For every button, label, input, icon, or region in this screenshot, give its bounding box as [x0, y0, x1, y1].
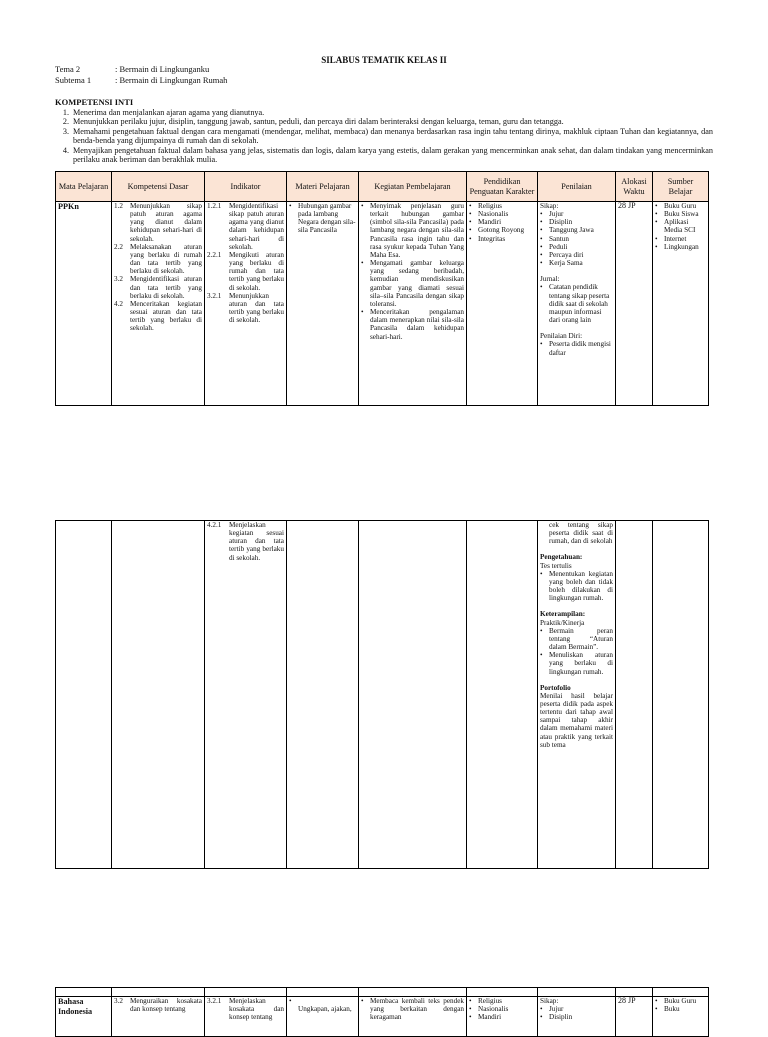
- kd-cell: [112, 202, 205, 406]
- bullet-icon: •: [540, 226, 543, 235]
- kd-cell: [112, 997, 205, 1037]
- kegiatan-item: Menyimak penjelasan guru terkait hubungan gambar (simbol sila-sila Pancasila) pada lambang negara dengan sila-sila Pancasila rasa ingin tahu dan rasa syukur kepada Tuhan Yang Maha Esa.: [370, 202, 464, 259]
- sumber-item: Aplikasi Media SCI: [664, 218, 696, 235]
- kegiatan-item: Menceritakan pengalaman dalam menerapkan nilai sila-sila Pancasila dalam kehidupan sehari-hari.: [370, 308, 464, 341]
- ki-heading: KOMPETENSI INTI: [55, 97, 134, 107]
- indikator-item: 2.2.1 Mengikuti aturan yang berlaku di rumah dan tata tertib yang berlaku di sekolah.: [207, 250, 284, 292]
- penilaian-diri-continued: cek tentang sikap peserta didik saat di rumah, dan di sekolah: [549, 521, 613, 546]
- sumber-item: Buku Guru: [664, 202, 697, 210]
- bullet-icon: •: [655, 242, 658, 251]
- sikap-item: Peduli: [549, 242, 568, 251]
- sumber-cell: [653, 202, 709, 406]
- karakter-item: Mandiri: [478, 1013, 502, 1022]
- karakter-item: Gotong Royong: [478, 226, 525, 235]
- materi-cell: [287, 202, 359, 406]
- bullet-icon: •: [540, 234, 543, 243]
- kegiatan-cell: [359, 202, 467, 406]
- sumber-item: Buku: [664, 1005, 680, 1014]
- sumber-item: Internet: [664, 234, 687, 243]
- header-mata-pelajaran: Mata Pelajaran: [56, 172, 112, 202]
- bullet-icon: •: [540, 1005, 543, 1014]
- kd-item: 1.2 Menunjukkan sikap patuh aturan agama yang dianut dalam kehidupan sehari-hari di sekolah.: [114, 202, 202, 243]
- praktik-item: Bermain peran tentang “Aturan dalam Bermain”.: [549, 626, 613, 652]
- kd-item: 3.2 Menguraikan kosakata dan konsep tentang: [114, 997, 202, 1014]
- sikap-item: Disiplin: [549, 1013, 573, 1022]
- bullet-icon: •: [540, 1013, 543, 1022]
- materi-text: Hubungan gambar pada lambang Negara dengan sila-sila Pancasila: [298, 202, 356, 235]
- alokasi-value: 28 JP: [618, 996, 636, 1005]
- karakter-item: Nasionalis: [478, 1005, 509, 1014]
- bullet-icon: •: [469, 1005, 472, 1014]
- portofolio-text: Menilai hasil belajar peserta didik pada aspek tertentu dari tahap awal sampai tahap akhir dalam memahami materi atau praktik yang terkait sub tema: [540, 691, 613, 749]
- alokasi-value: 28 JP: [618, 201, 636, 210]
- ki-item: 4. Menyajikan pengetahuan faktual dalam bahasa yang jelas, sistematis dan logis, dalam karya yang estetis, dalam gerakan yang mencerminkan anak sehat, dan dalam tindakan yang mencerminkan perilaku anak beriman dan berakhlak mulia.: [62, 145, 713, 165]
- document-title: SILABUS TEMATIK KELAS II: [321, 55, 447, 65]
- sikap-item: Disiplin: [549, 218, 573, 227]
- header-indikator: Indikator: [205, 172, 287, 202]
- karakter-cell: [467, 997, 538, 1037]
- indikator-item: 4.2.1 Menjelaskan kegiatan sesuai aturan dan tata tertib yang berlaku di sekolah.: [207, 521, 284, 562]
- sumber-item: Lingkungan: [664, 242, 699, 251]
- tema-line: [55, 64, 209, 75]
- karakter-item: Nasionalis: [478, 210, 509, 219]
- indikator-cell: [205, 202, 287, 406]
- table-row-ppkn: [56, 202, 709, 406]
- karakter-item: Religius: [478, 997, 502, 1005]
- bullet-icon: •: [540, 218, 543, 227]
- sikap-item: Jujur: [549, 210, 564, 219]
- bullet-icon: •: [469, 997, 472, 1005]
- bullet-icon: •: [361, 997, 364, 1005]
- penilaian-diri-text: Peserta didik mengisi daftar: [549, 340, 611, 357]
- bullet-icon: •: [540, 626, 543, 635]
- bullet-icon: •: [469, 234, 472, 243]
- header-alokasi: Alokasi Waktu: [616, 172, 653, 202]
- pengetahuan-label: Pengetahuan:: [540, 553, 583, 562]
- header-row: [56, 172, 709, 202]
- jurnal-text: Catatan pendidik tentang sikap peserta didik saat di sekolah maupun informasi dari orang lain: [549, 283, 610, 325]
- subtema-key: Subtema 1: [55, 75, 92, 85]
- tes-item: Menentukan kegiatan yang boleh dan tidak boleh dilakukan di lingkungan rumah.: [549, 569, 613, 603]
- sikap-label: Sikap:: [540, 997, 559, 1005]
- kd-item: 2.2 Melaksanakan aturan yang berlaku di rumah dan tata tertib yang berlaku di sekolah.: [114, 242, 202, 276]
- praktik-item: Menuliskan aturan yang berlaku di lingkungan rumah.: [549, 651, 613, 676]
- header-kegiatan: Kegiatan Pembelajaran: [359, 172, 467, 202]
- sikap-item: Tanggung Jawa: [549, 226, 594, 235]
- kd-item: 4.2 Menceritakan kegiatan sesuai aturan dan tata tertib yang berlaku di sekolah.: [114, 299, 202, 333]
- syllabus-table: [55, 171, 709, 406]
- bullet-icon: •: [361, 202, 364, 210]
- tes-label: Tes tertulis: [540, 561, 572, 570]
- penilaian-cell: [538, 202, 616, 406]
- subtema-line: [55, 75, 227, 86]
- jurnal-label: Jurnal:: [540, 275, 560, 284]
- header-kompetensi-dasar: Kompetensi Dasar: [112, 172, 205, 202]
- bullet-icon: •: [655, 210, 658, 219]
- bullet-icon: •: [469, 210, 472, 219]
- alokasi-cell: [616, 997, 653, 1037]
- kd-item: 3.2 Mengidentifikasi aturan dan tata tertib yang berlaku di sekolah.: [114, 275, 202, 300]
- subject-name: Bahasa Indonesia: [58, 997, 93, 1016]
- header-sumber: Sumber Belajar: [653, 172, 709, 202]
- kegiatan-cell: [359, 997, 467, 1037]
- header-materi: Materi Pelajaran: [287, 172, 359, 202]
- indikator-item: 3.2.1 Menunjukkan aturan dan tata tertib yang berlaku di sekolah.: [207, 291, 284, 325]
- keterampilan-label: Keterampilan:: [540, 610, 586, 619]
- sumber-item: Buku Guru: [664, 997, 697, 1005]
- spacer-row: [56, 988, 709, 997]
- header-karakter: Pendidikan Penguatan Karakter: [467, 172, 538, 202]
- bullet-icon: •: [540, 250, 543, 259]
- penilaian-cell: [538, 521, 616, 869]
- sikap-item: Santun: [549, 234, 569, 243]
- materi-cell: [287, 997, 359, 1037]
- bullet-icon: •: [469, 202, 472, 210]
- bullet-icon: •: [540, 242, 543, 251]
- sikap-label: Sikap:: [540, 202, 559, 210]
- bullet-icon: •: [540, 259, 543, 268]
- karakter-item: Mandiri: [478, 218, 502, 227]
- penilaian-diri-label: Penilaian Diri:: [540, 332, 583, 341]
- sikap-item: Jujur: [549, 1005, 564, 1014]
- sumber-item: Buku Siswa: [664, 210, 699, 219]
- sikap-item: Percaya diri: [549, 250, 584, 259]
- bullet-icon: •: [540, 340, 543, 349]
- bullet-icon: •: [540, 569, 543, 578]
- praktik-label: Praktik/Kinerja: [540, 618, 585, 627]
- kegiatan-item: Mengamati gambar keluarga yang sedang beribadah, kemudian mendiskusikan gambar yang diamati sesuai sila–sila Pancasila dengan sikap toleransi.: [370, 259, 464, 308]
- bullet-icon: •: [469, 218, 472, 227]
- bullet-icon: •: [655, 997, 658, 1005]
- karakter-item: Integritas: [478, 234, 506, 243]
- bullet-icon: •: [655, 234, 658, 243]
- table-row-continued: [56, 521, 709, 869]
- karakter-item: Religius: [478, 202, 502, 210]
- subject-name: PPKn: [58, 202, 79, 211]
- tema-key: Tema 2: [55, 64, 81, 74]
- indikator-item: 1.2.1 Mengidentifikasi sikap patuh aturan agama yang dianut dalam kehidupan sehari-hari di sekolah.: [207, 202, 284, 251]
- alokasi-cell: [616, 202, 653, 406]
- ki-item: 1. Menerima dan menjalankan ajaran agama yang dianutnya.: [62, 108, 265, 117]
- karakter-cell: [467, 202, 538, 406]
- bullet-icon: •: [655, 218, 658, 227]
- indikator-item: 3.2.1 Menjelaskan kosakata dan konsep tentang: [207, 997, 284, 1022]
- header-penilaian: Penilaian: [538, 172, 616, 202]
- indikator-cell: [205, 997, 287, 1037]
- bullet-icon: •: [540, 210, 543, 219]
- table-row-bindo: [56, 997, 709, 1037]
- bullet-icon: •: [540, 283, 543, 292]
- indikator-cell: [205, 521, 287, 869]
- bullet-icon: •: [289, 202, 292, 210]
- syllabus-table-next: [55, 987, 709, 1037]
- materi-text: Ungkapan, ajakan,: [298, 1005, 352, 1014]
- syllabus-table-continued: [55, 520, 709, 869]
- ki-item: 2. Menunjukkan perilaku jujur, disiplin, tanggung jawab, santun, peduli, dan percaya diri dalam berinteraksi dengan keluarga, teman, guru dan tetangga.: [62, 117, 564, 127]
- ki-list: [55, 108, 713, 164]
- bullet-icon: •: [361, 259, 364, 268]
- penilaian-cell: [538, 997, 616, 1037]
- bullet-icon: •: [289, 997, 292, 1005]
- bullet-icon: •: [655, 1005, 658, 1014]
- kegiatan-item: Membaca kembali teks pendek yang berkaitan dengan keragaman: [370, 997, 464, 1022]
- sikap-item: Kerja Sama: [549, 259, 583, 268]
- sumber-cell: [653, 997, 709, 1037]
- ki-item: 3. Memahami pengetahuan faktual dengan cara mengamati (mendengar, melihat, membaca) dan menanya berdasarkan rasa ingin tahu tentang dirinya, makhluk ciptaan Tuhan dan kegiatannya, dan benda-benda yang dijumpainya di rumah dan di sekolah.: [62, 126, 713, 146]
- portofolio-label: Portofolio: [540, 683, 571, 692]
- subtema-value: : Bermain di Lingkungan Rumah: [115, 75, 228, 85]
- bullet-icon: •: [469, 1013, 472, 1022]
- tema-value: : Bermain di Lingkunganku: [115, 64, 210, 74]
- bullet-icon: •: [361, 308, 364, 317]
- bullet-icon: •: [655, 202, 658, 210]
- bullet-icon: •: [540, 651, 543, 660]
- bullet-icon: •: [469, 226, 472, 235]
